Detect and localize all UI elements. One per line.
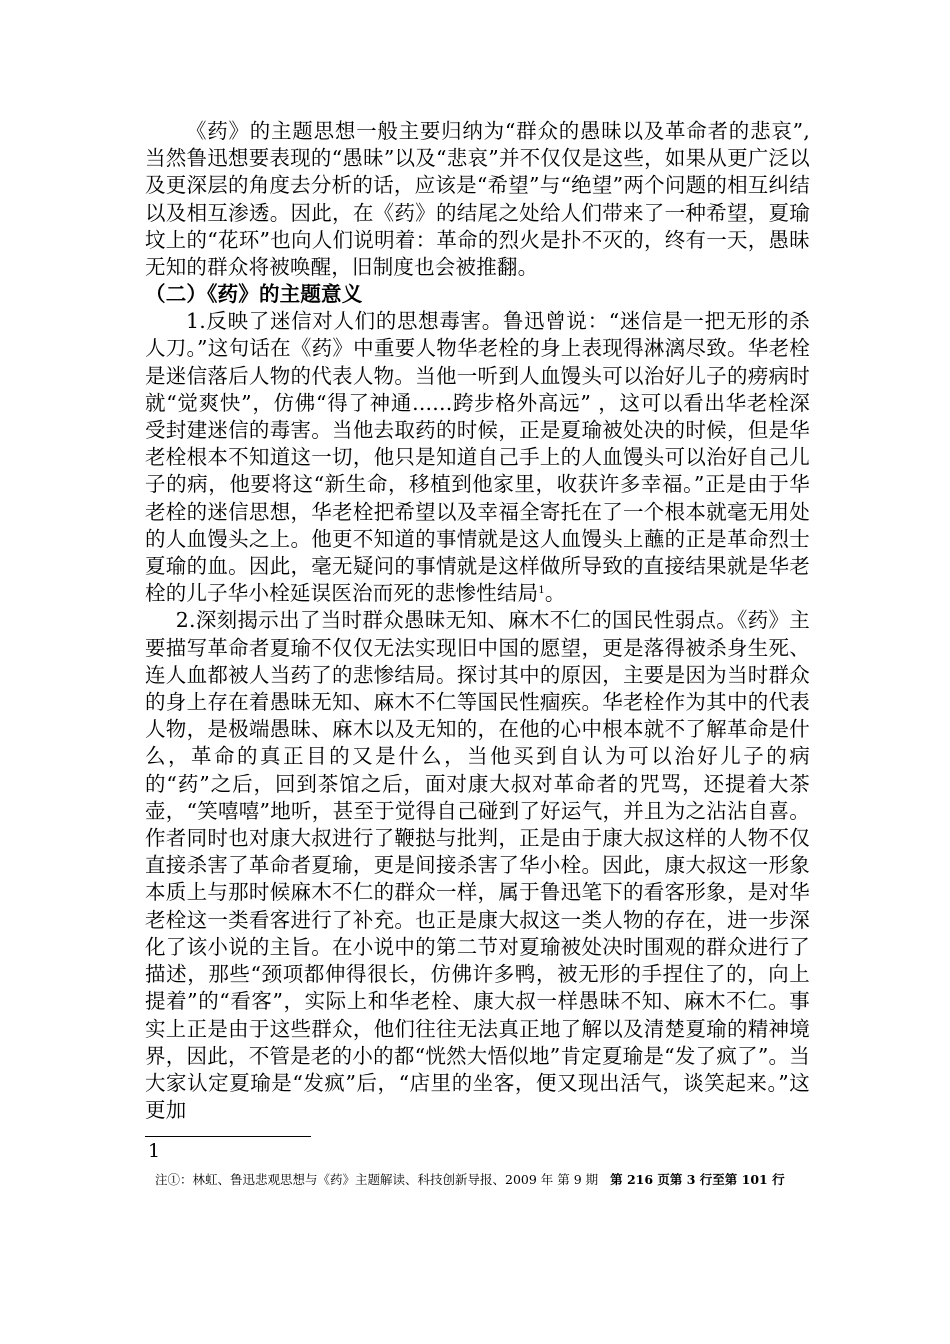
footnote-text: [155, 1162, 805, 1198]
footnote-reference[interactable]: 1: [538, 585, 545, 597]
document-body: [145, 118, 810, 1124]
section-heading: （二）《药》的主题意义: [145, 282, 363, 307]
footnote-separator: [145, 1136, 311, 1137]
footnote-citation: 注①：林虹、鲁迅悲观思想与《药》主题解读、科技创新导报、2009 年 第 9 期: [155, 1172, 599, 1187]
paragraph-intro: 《药》的主题思想一般主要归纳为“群众的愚昧以及革命者的悲哀”,当然鲁迅想要表现的“愚昧”以及“悲哀”并不仅仅是这些，如果从更广泛以及更深层的角度去分析的话，应该是“希望”与“绝望”两个问题的相互纠结以及相互渗透。因此，在《药》的结尾之处给人们带来了一种希望，夏瑜坟上的“花环”也向人们说明着：革命的烈火是扑不灭的，终有一天，愚昧无知的群众将被唤醒，旧制度也会被推翻。: [145, 119, 810, 280]
paragraph-national-character: 2.深刻揭示出了当时群众愚昧无知、麻木不仁的国民性弱点。《药》主要描写革命者夏瑜不仅仅无法实现旧中国的愿望，更是落得被杀身生死、连人血都被人当药了的悲惨结局。探讨其中的原因，主要是因为当时群众的身上存在着愚昧无知、麻木不仁等国民性痼疾。华老栓作为其中的代表人物，是极端愚昧、麻木以及无知的，在他的心中根本就不了解革命是什么，革命的真正目的又是什么，当他买到自认为可以治好儿子的病的“药”之后，回到茶馆之后，面对康大叔对革命者的咒骂，还提着大茶壶，“笑嘻嘻”地听，甚至于觉得自己碰到了好运气，并且为之沾沾自喜。作者同时也对康大叔进行了鞭挞与批判，正是由于康大叔这样的人物不仅直接杀害了革命者夏瑜，更是间接杀害了华小栓。因此，康大叔这一形象本质上与那时候麻木不仁的群众一样，属于鲁迅笔下的看客形象，是对华老栓这一类看客进行了补充。也正是康大叔这一类人物的存在，进一步深化了该小说的主旨。在小说中的第二节对夏瑜被处决时围观的群众进行了描述，那些“颈项都伸得很长，仿佛许多鸭，被无形的手捏住了的，向上提着”的“看客”，实际上和华老栓、康大叔一样愚昧不知、麻木不仁。事实上正是由于这些群众，他们往往无法真正地了解以及清楚夏瑜的精神境界，因此，不管是老的小的都“恍然大悟似地”肯定夏瑜是“发了疯了”。当大家认定夏瑜是“发疯”后，“店里的坐客，便又现出活气，谈笑起来。”这更加: [145, 608, 810, 1123]
paragraph-superstition: [145, 308, 810, 607]
paragraph-superstition-end: 。: [544, 581, 566, 606]
footnote-page-range: 第 216 页第 3 行至第 101 行: [610, 1172, 785, 1187]
paragraph-superstition-text: 1.反映了迷信对人们的思想毒害。鲁迅曾说：“迷信是一把无形的杀人刀。”这句话在《药》中重要人物华老栓的身上表现得淋漓尽致。华老栓是迷信落后人物的代表人物。当他一听到人血馒头可以治好儿子的痨病时就“觉爽快”，仿佛“得了神通......跨步格外高远” ，这可以看出华老栓深受封建迷信的毒害。当他去取药的时候，正是夏瑜被处决的时候，但是华老栓根本不知道这一切，他只是知道自己手上的人血馒头可以治好自己儿子的病，他要将这“新生命，移植到他家里，收获许多幸福。”正是由于华老栓的迷信思想，华老栓把希望以及幸福全寄托在了一个根本就毫无用处的人血馒头之上。他更不知道的事情就是这人血馒头上蘸的正是革命烈士夏瑜的血。因此，毫无疑问的事情就是这样做所导致的直接结果就是华老栓的儿子华小栓延误医治而死的悲惨性结局: [145, 309, 810, 606]
footnote-number: 1: [148, 1140, 161, 1162]
